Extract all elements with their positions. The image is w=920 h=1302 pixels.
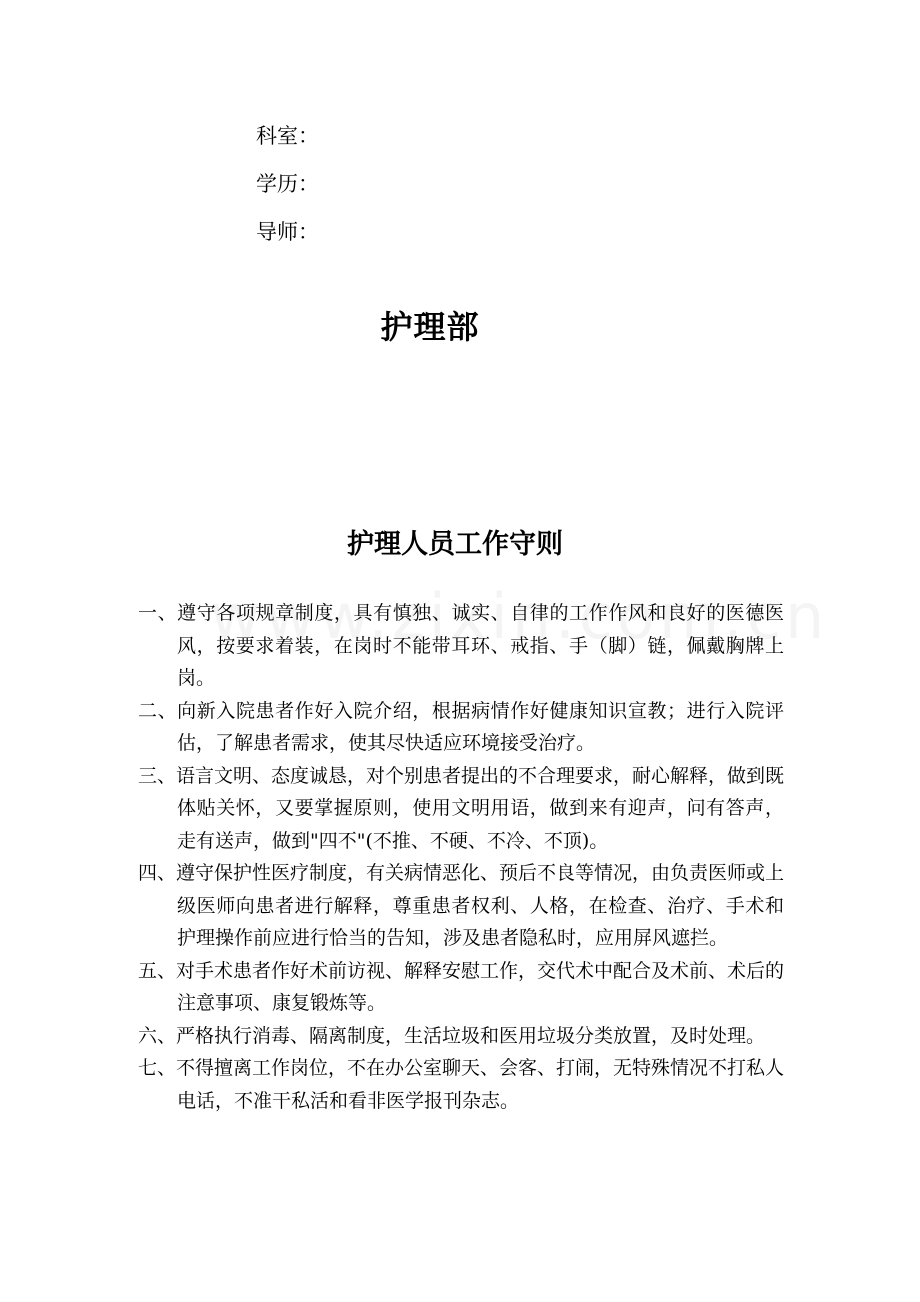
- rules-list: [138, 597, 784, 1117]
- rule-item: 三、语言文明、态度诚恳，对个别患者提出的不合理要求，耐心解释，做到既体贴关怀，又要掌握原则，使用文明用语，做到来有迎声，问有答声，走有送声，做到"四不"(不推、不硬、不冷、不顶)。: [138, 764, 785, 852]
- field-education-label: 学历：: [256, 172, 319, 196]
- rule-item: 七、不得擅离工作岗位，不在办公室聊天、会客、打闹，无特殊情况不打私人电话，不准干私活和看非医学报刊杂志。: [138, 1057, 785, 1112]
- rule-item: 四、遵守保护性医疗制度，有关病情恶化、预后不良等情况，由负责医师或上级医师向患者进行解释，尊重患者权利、人格，在检查、治疗、手术和护理操作前应进行恰当的告知，涉及患者隐私时，应用屏风遮拦。: [138, 862, 785, 949]
- rule-item: 二、向新入院患者作好入院介绍，根据病情作好健康知识宣教；进行入院评估，了解患者需求，使其尽快适应环境接受治疗。: [138, 699, 784, 754]
- rule-item: 六、严格执行消毒、隔离制度，生活垃圾和医用垃圾分类放置，及时处理。: [138, 1024, 766, 1047]
- field-advisor-label: 导师：: [256, 220, 319, 244]
- rule-item: 一、遵守各项规章制度，具有慎独、诚实、自律的工作作风和良好的医德医风，按要求着装，在岗时不能带耳环、戒指、手（脚）链，佩戴胸牌上岗。: [138, 602, 784, 689]
- info-fields: [256, 118, 656, 262]
- rule-item: 五、对手术患者作好术前访视、解释安慰工作，交代术中配合及术前、术后的注意事项、康复锻炼等。: [138, 959, 785, 1014]
- department-heading: 护理部: [380, 308, 480, 346]
- field-department-label: 科室：: [256, 124, 319, 148]
- document-title: 护理人员工作守则: [347, 529, 563, 560]
